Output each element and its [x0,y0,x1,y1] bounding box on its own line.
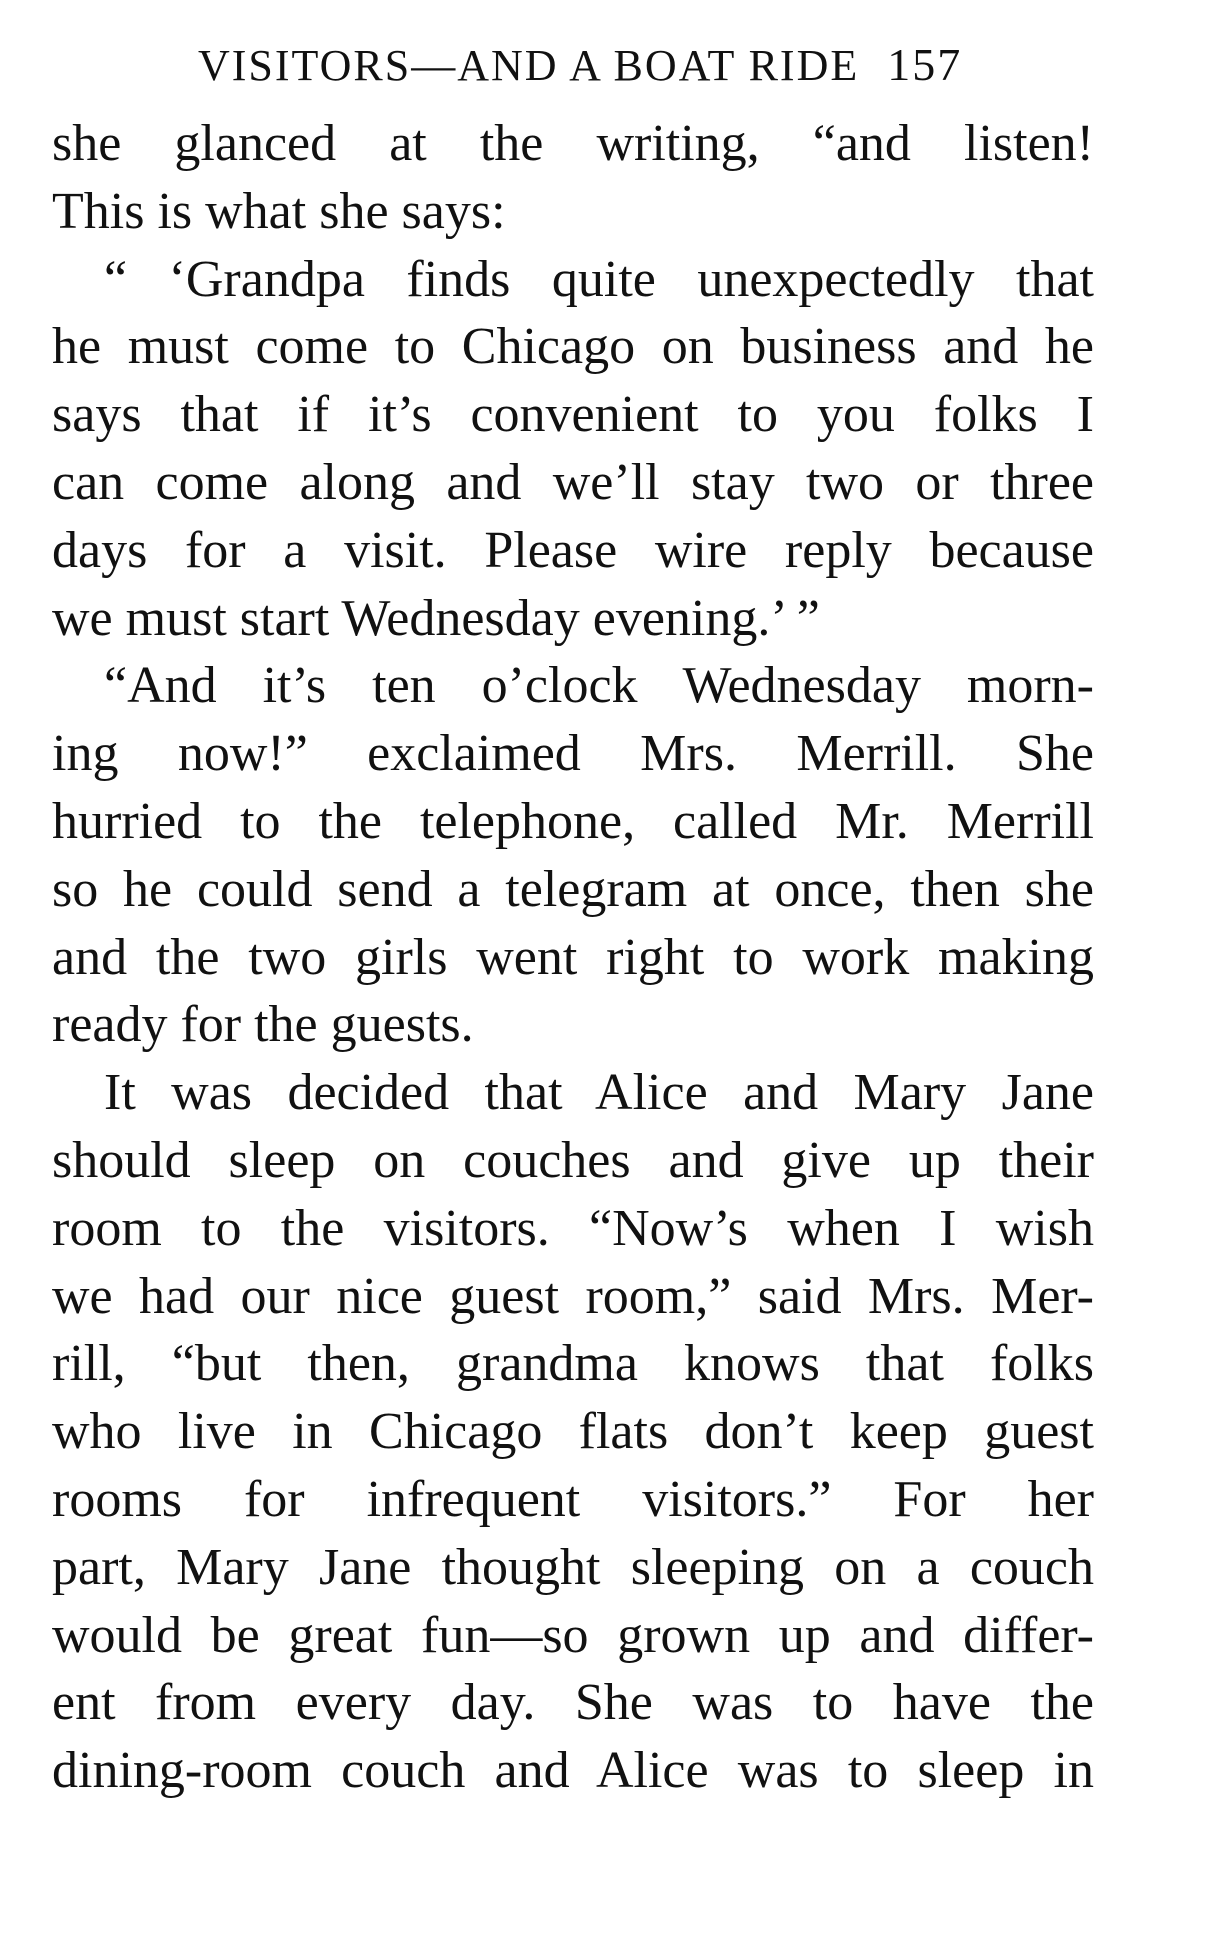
book-page [52,38,1094,1805]
text-line: he must come to Chicago on business and he [52,318,1094,376]
text-line: she glanced at the writing, “and listen! [52,115,1094,172]
text-line: and the two girls went right to work making [52,928,1094,986]
running-title: VISITORS—AND A BOAT RIDE [198,41,860,90]
text-line: dining-room couch and Alice was to sleep in [52,1742,1094,1800]
text-line: who live in Chicago flats don’t keep guest [52,1403,1094,1461]
text-line: so he could send a telegram at once, then she [52,860,1094,918]
text-line: This is what she says: [52,182,506,240]
page-number: 157 [887,39,963,90]
text-line: would be great fun—so grown up and differ- [52,1606,1094,1664]
text-line: ready for the guests. [52,996,474,1054]
running-header [52,38,1094,110]
text-line: can come along and we’ll stay two or three [52,453,1094,511]
text-line: should sleep on couches and give up their [52,1131,1094,1189]
text-line: “ ‘Grandpa finds quite unexpectedly that [104,250,1094,308]
text-line: room to the visitors. “Now’s when I wish [52,1199,1094,1257]
body-text [52,110,1094,1805]
text-line: part, Mary Jane thought sleeping on a couch [52,1538,1094,1596]
text-line: “And it’s ten o’clock Wednesday morn- [104,657,1094,715]
text-line: says that if it’s convenient to you folks I [52,386,1094,444]
text-line: we must start Wednesday evening.’ ” [52,589,820,647]
text-line: rooms for infrequent visitors.” For her [52,1470,1094,1528]
text-line: ent from every day. She was to have the [52,1674,1094,1732]
text-line: rill, “but then, grandma knows that folks [52,1335,1094,1393]
text-line: we had our nice guest room,” said Mrs. Mer- [52,1267,1094,1325]
text-line: It was decided that Alice and Mary Jane [104,1064,1094,1122]
text-line: hurried to the telephone, called Mr. Merrill [52,792,1094,850]
text-line: days for a visit. Please wire reply because [52,521,1094,579]
text-line: ing now!” exclaimed Mrs. Merrill. She [52,725,1094,783]
